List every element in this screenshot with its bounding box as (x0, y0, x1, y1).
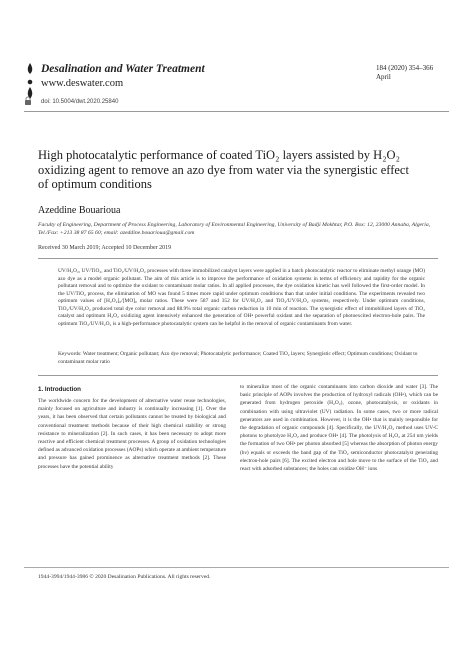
body-column-left: The worldwide concern for the development of alternative water reuse technologies, mainly focused on agriculture and industry is continually increasing [1]. Over the years, it has been observed that certain pollutants cannot be treated by biological and conventional treatment methods because of their high chemical stability or strong resistance to mineralization [2]. In such cases, it has been necessary to adopt more reactive and efficient chemical treatment processes. A group of oxidation technologies defined as advanced oxidation processes (AOPs) which operate at ambient temperature and pressure has gained prominence as alternative treatment methods [2]. These processes have the potential ability (38, 398, 227, 470)
abstract-text: UV/H₂O₂, UV/TiO₂, and TiO₂/UV/H₂O₂ processes with three immobilized catalyst layers were applied in a batch photocatalytic reactor to eliminate methyl orange (MO) azo dye as a model organic pollutant. The aim of this article is to improve the performance of oxidation systems in terms of efficiency and rapidity for the organic pollutant removal and to optimize the oxidant to contaminant molar ratios. In all applied processes, the dye oxidation kinetic has well followed the first-order model. In the UV/TiO₂ process, the elimination of MO was found 5 times more rapid under optimum conditions than that under initial conditions. The experiments revealed two optimum values of [H₂O₂]₀/[MO]₀ molar ratios. These were 587 and 352 for UV/H₂O₂ and TiO₂/UV/H₂O₂ systems, respectively. Under optimum conditions, TiO₂/UV/H₂O₂ produced total dye color removal and 88.9% total organic carbon reduction in 10 min of reaction. The synergistic effect of immobilized layers of TiO₂ catalyst and optimum H₂O₂ oxidizing agent intensively enhanced the generation of OH• powerful oxidant and the separation of photoexcited electron-hole pairs. The optimum TiO₂/UV/H₂O₂ is a high-performance photocatalytic system can be helpful in the removal of organic contaminants from water. (58, 268, 425, 327)
abstract-top-divider (38, 258, 438, 259)
doi-link[interactable]: doi: 10.5004/dwt.2020.25840 (41, 99, 119, 105)
body-column-right: to mineralize most of the organic contaminants into carbon dioxide and water [3]. The basic principle of AOPs involves the production of hydroxyl radicals (OH•), which can be generated from hydrogen peroxide (H₂O₂), ozone, photocatalysis, or oxidants in combination with using ultraviolet (UV) radiation. In some cases, two or more radical generators are used in combination. However, it is the OH• that is mainly responsible for the degradation of organic compounds [4]. Specifically, the UV/H₂O₂ method uses UV-C photons to photolyze H₂O₂ and produce OH• [4]. The photolysis of H₂O₂ at 254 nm yields the formation of two OH• per photon absorbed [5] whereas the absorption of photon energy (hν) equals or exceeds the band gap of the TiO₂ semiconductor photocatalyst generating electron-hole pairs [6]. The excited electron and hole move to the surface of the TiO₂ and react with adsorbed substances; the holes can oxidize OH⁻ ions (240, 384, 438, 473)
article-author: Azeddine Bouarioua (38, 205, 121, 216)
header-divider (24, 111, 449, 112)
received-dates: Received 30 March 2019; Accepted 10 December 2019 (38, 245, 172, 251)
journal-url[interactable]: www.deswater.com (41, 78, 124, 89)
section-heading-introduction: 1. Introduction (38, 386, 81, 393)
doi-lock-icon (24, 96, 32, 106)
journal-title: Desalination and Water Treatment (41, 63, 205, 75)
abstract-bottom-divider (38, 375, 438, 376)
author-affiliation: Faculty of Engineering, Department of Process Engineering, Laboratory of Environmental Engineering, University of Badji Mokhtar, P.O. Box: 12, 23000 Annaba, Algeria, Tel./Fax: +213 38 87 65 60; email: azeddine.bouarioua@gmail.com (38, 222, 431, 236)
issue-month: April (376, 72, 391, 81)
article-title: High photocatalytic performance of coated TiO₂ layers assisted by H₂O₂ oxidizing agent to remove an azo dye from water via the synergistic effect of optimum conditions (38, 148, 409, 191)
issue-volume-pages: 184 (2020) 354–366 (376, 64, 434, 72)
journal-logo-icon (24, 62, 36, 100)
issue-info (376, 64, 433, 81)
footer-divider (24, 567, 449, 568)
copyright-notice: 1944-3994/1944-3986 © 2020 Desalination Publications. All rights reserved. (38, 574, 211, 580)
keywords-text: Keywords: Water treatment; Organic pollutant; Azo dye removal; Photocatalytic performance; Coated TiO₂ layers; Synergistic effect; Optimum conditions; Oxidant to contaminant molar ratio (58, 351, 418, 365)
